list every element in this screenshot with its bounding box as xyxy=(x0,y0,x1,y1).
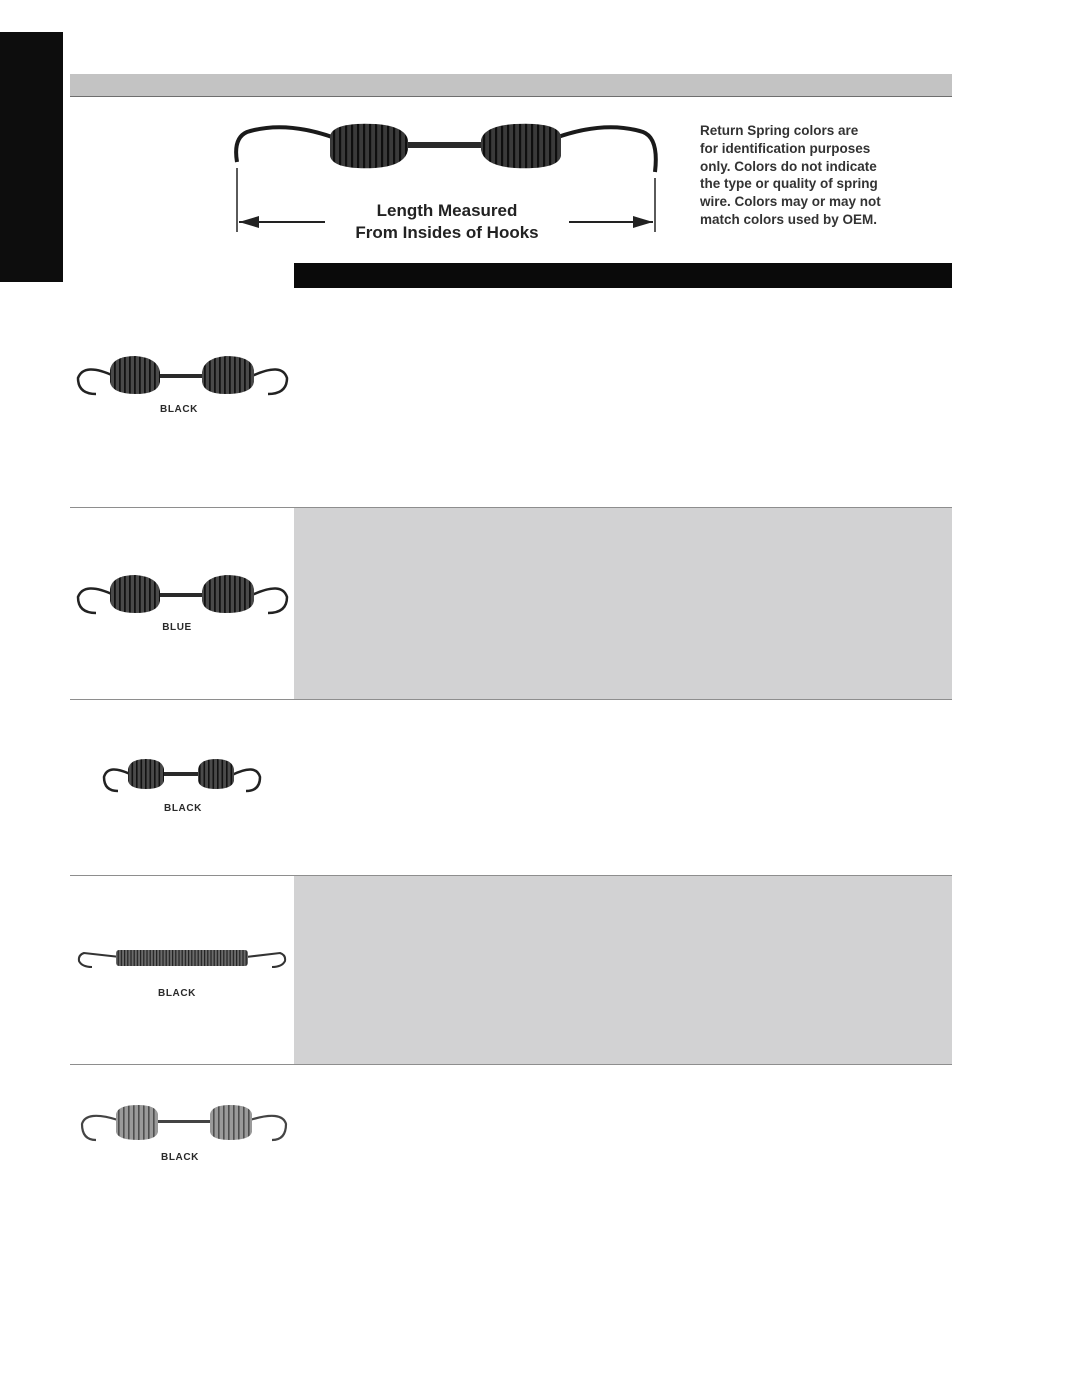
spring-image xyxy=(100,755,264,797)
header-bar xyxy=(70,74,952,97)
spring-row xyxy=(70,1064,952,1224)
section-tab xyxy=(0,32,63,282)
measurement-diagram xyxy=(225,110,670,250)
row-shading xyxy=(294,876,952,1064)
note-line: for identification purposes xyxy=(700,140,871,156)
note-line: the type or quality of spring xyxy=(700,176,878,192)
note-line: match colors used by OEM. xyxy=(700,211,878,227)
spring-image xyxy=(76,945,288,971)
spring-color-label: BLACK xyxy=(158,988,196,999)
spring-image xyxy=(78,1102,290,1146)
row-shading xyxy=(294,508,952,699)
spring-row xyxy=(70,875,952,1064)
row-divider xyxy=(70,1064,952,1065)
measure-label-line-1: Length Measured xyxy=(376,201,518,220)
note-line: Return Spring colors are xyxy=(700,123,859,138)
measure-label-line-2: From Insides of Hooks xyxy=(355,223,539,242)
spring-image xyxy=(74,352,292,400)
table-header-bar xyxy=(294,263,952,288)
spring-color-label: BLACK xyxy=(164,803,202,814)
measure-label xyxy=(325,200,569,244)
spring-row xyxy=(70,507,952,699)
row-divider xyxy=(70,699,952,700)
spring-image xyxy=(74,571,292,619)
color-disclaimer-note xyxy=(700,122,915,229)
spring-row xyxy=(70,699,952,875)
spring-color-label: BLUE xyxy=(162,622,192,633)
spring-color-label: BLACK xyxy=(160,404,198,415)
spring-color-label: BLACK xyxy=(161,1152,199,1163)
note-line: only. Colors do not indicate xyxy=(700,158,877,174)
note-line: wire. Colors may or may not xyxy=(700,194,881,210)
spring-row xyxy=(70,320,952,507)
